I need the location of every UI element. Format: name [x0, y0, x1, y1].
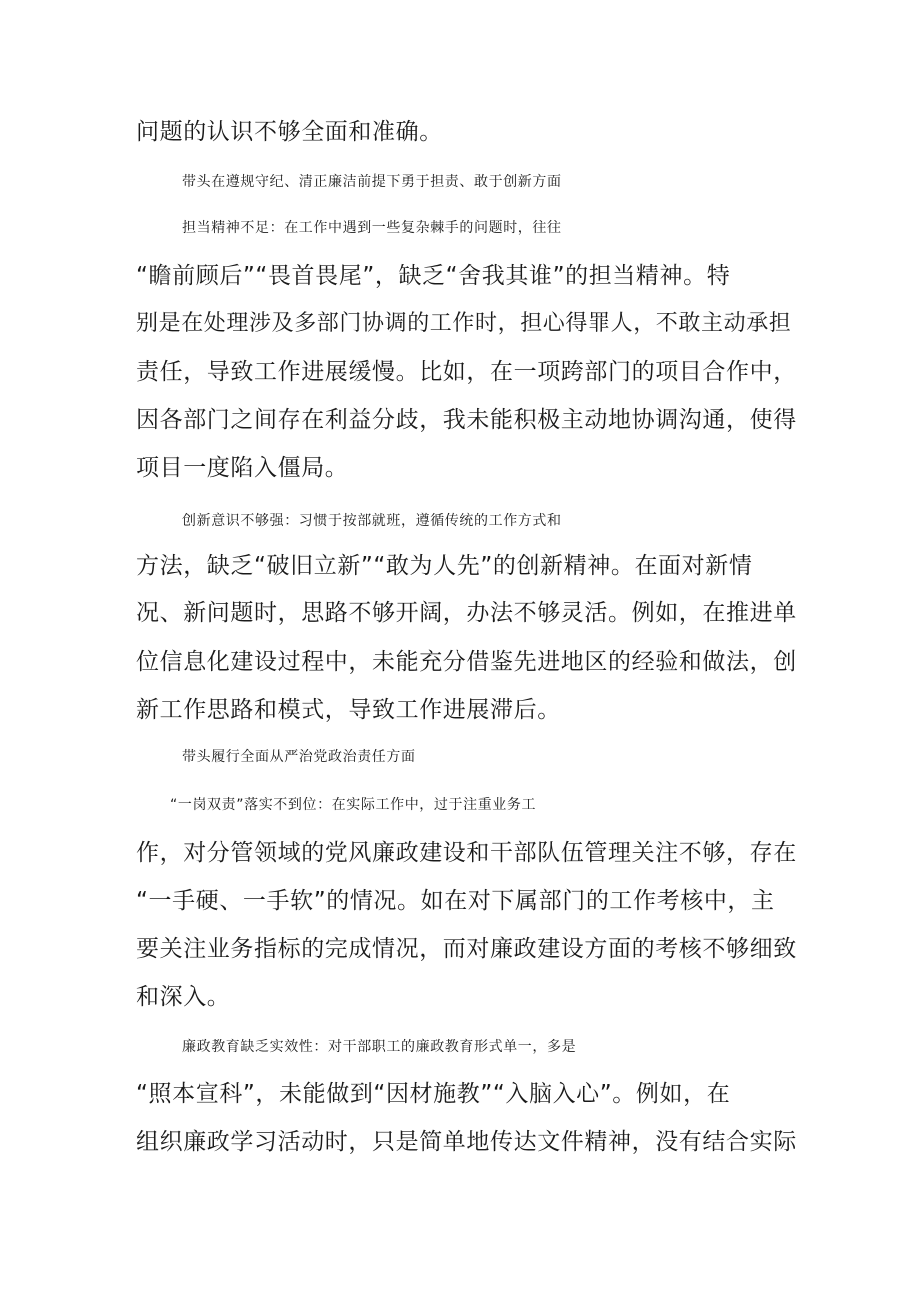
paragraph-line: 要关注业务指标的完成情况，而对廉政建设方面的考核不够细致: [136, 936, 797, 962]
paragraph-line: 担当精神不足：在工作中遇到一些复杂棘手的问题时，往往: [182, 220, 562, 236]
paragraph-line: “瞻前顾后”“畏首畏尾”，缺乏“舍我其谁”的担当精神。特: [136, 263, 731, 289]
paragraph-line: 位信息化建设过程中，未能充分借鉴先进地区的经验和做法，创: [136, 649, 797, 675]
paragraph-line: 和深入。: [136, 984, 231, 1010]
paragraph-line: 因各部门之间存在利益分歧，我未能积极主动地协调沟通，使得: [136, 407, 797, 433]
paragraph-line: 廉政教育缺乏实效性：对干部职工的廉政教育形式单一，多是: [182, 1039, 577, 1055]
paragraph-line: 新工作思路和模式，导致工作进展滞后。: [136, 697, 561, 723]
paragraph-line-continuation: 问题的认识不够全面和准确。: [136, 119, 443, 145]
paragraph-line: 项目一度陷入僵局。: [136, 455, 349, 481]
paragraph-line: 况、新问题时，思路不够开阔，办法不够灵活。例如，在推进单: [136, 600, 797, 626]
paragraph-line: 别是在处理涉及多部门协调的工作时，担心得罪人，不敢主动承担: [136, 311, 792, 336]
paragraph-line: 组织廉政学习活动时，只是简单地传达文件精神，没有结合实际: [136, 1129, 797, 1155]
paragraph-line: “一岗双责”落实不到位：在实际工作中，过于注重业务工: [170, 797, 537, 813]
paragraph-line: “一手硬、一手软”的情况。如在对下属部门的工作考核中，主: [136, 888, 775, 914]
paragraph-line: 作，对分管领域的党风廉政建设和干部队伍管理关注不够，存在: [136, 840, 797, 866]
paragraph-line: 方法，缺乏“破旧立新”“敢为人先”的创新精神。在面对新情: [136, 553, 753, 579]
paragraph-line: “照本宣科”，未能做到“因材施教”“入脑入心”。例如，在: [136, 1081, 731, 1107]
paragraph-line: 责任，导致工作进展缓慢。比如，在一项跨部门的项目合作中，: [136, 359, 797, 385]
paragraph-line: 创新意识不够强：习惯于按部就班，遵循传统的工作方式和: [182, 513, 562, 529]
section-heading-party-governance: 带头履行全面从严治党政治责任方面: [182, 749, 416, 765]
section-heading-discipline: 带头在遵规守纪、清正廉洁前提下勇于担责、敢于创新方面: [182, 174, 562, 190]
